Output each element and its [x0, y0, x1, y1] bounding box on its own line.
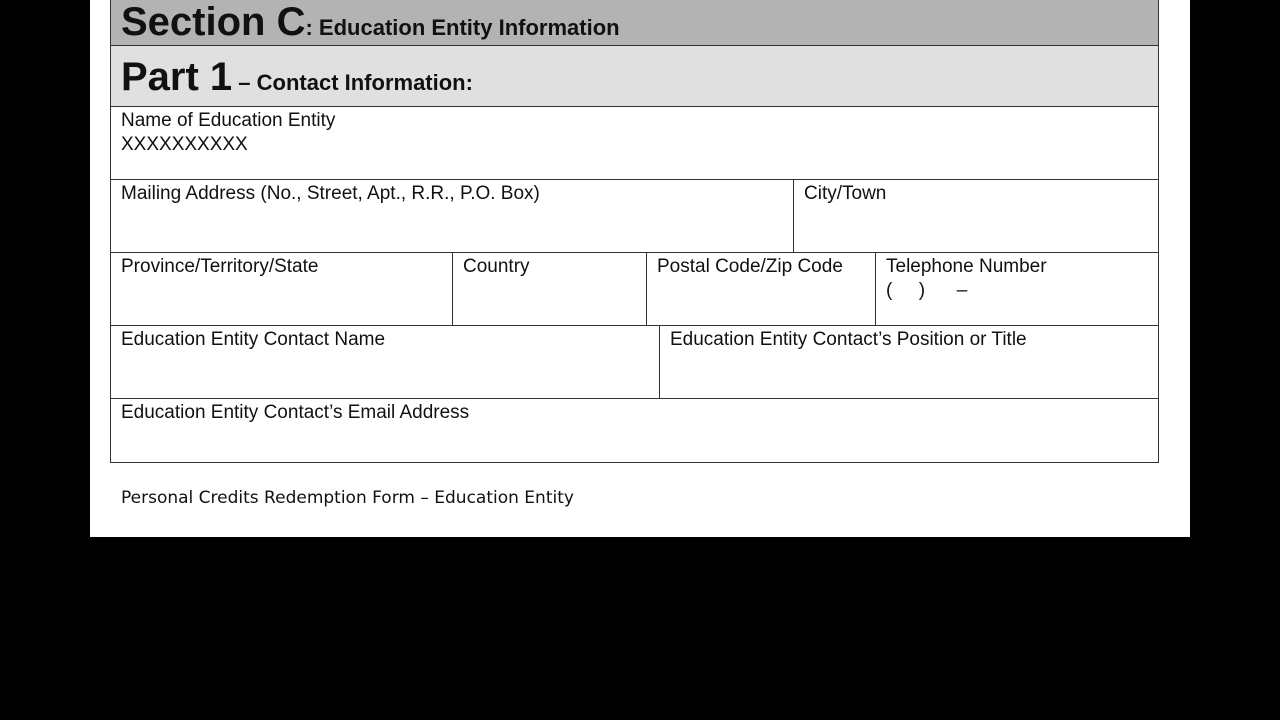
postal-code-field[interactable] [657, 279, 865, 303]
form-row-entity-name [111, 107, 1158, 180]
province-cell [111, 253, 453, 325]
country-cell [453, 253, 647, 325]
telephone-cell [876, 253, 1158, 325]
city-field[interactable] [804, 206, 1148, 230]
section-subtitle: : Education Entity Information [305, 15, 620, 40]
province-label: Province/Territory/State [121, 256, 319, 277]
section-title [121, 0, 620, 46]
telephone-label: Telephone Number [886, 256, 1047, 277]
mailing-address-cell [111, 180, 794, 252]
entity-name-label: Name of Education Entity [121, 110, 336, 131]
contact-information-form [110, 0, 1159, 463]
form-row-location [111, 253, 1158, 326]
page-footer: Personal Credits Redemption Form – Education Entity [121, 488, 574, 508]
part-header [111, 46, 1158, 107]
contact-name-cell [111, 326, 660, 398]
contact-title-label: Education Entity Contact’s Position or Title [670, 329, 1027, 350]
contact-title-field[interactable] [670, 352, 1148, 376]
form-row-contact [111, 326, 1158, 399]
contact-name-field[interactable] [121, 352, 649, 376]
country-field[interactable] [463, 279, 636, 303]
province-field[interactable] [121, 279, 442, 303]
city-label: City/Town [804, 183, 887, 204]
contact-email-label: Education Entity Contact’s Email Address [121, 402, 470, 423]
telephone-field[interactable] [886, 279, 1148, 303]
mailing-address-label: Mailing Address (No., Street, Apt., R.R., P.O. Box) [121, 183, 540, 204]
postal-code-label: Postal Code/Zip Code [657, 256, 843, 277]
entity-name-field[interactable] [121, 133, 1148, 157]
contact-email-cell [111, 399, 1158, 462]
country-label: Country [463, 256, 530, 277]
entity-name-cell [111, 107, 1158, 179]
postal-code-cell [647, 253, 876, 325]
contact-title-cell [660, 326, 1158, 398]
contact-email-field[interactable] [121, 425, 1148, 449]
contact-name-label: Education Entity Contact Name [121, 329, 386, 350]
section-header [111, 0, 1158, 46]
part-title [121, 53, 473, 107]
part-subtitle: – Contact Information: [232, 70, 473, 95]
form-row-email [111, 399, 1158, 462]
city-cell [794, 180, 1158, 252]
mailing-address-field[interactable] [121, 206, 783, 230]
document-page [90, 0, 1190, 537]
section-title-text: Section C [121, 0, 306, 44]
form-row-address [111, 180, 1158, 253]
part-title-text: Part 1 [121, 55, 233, 99]
